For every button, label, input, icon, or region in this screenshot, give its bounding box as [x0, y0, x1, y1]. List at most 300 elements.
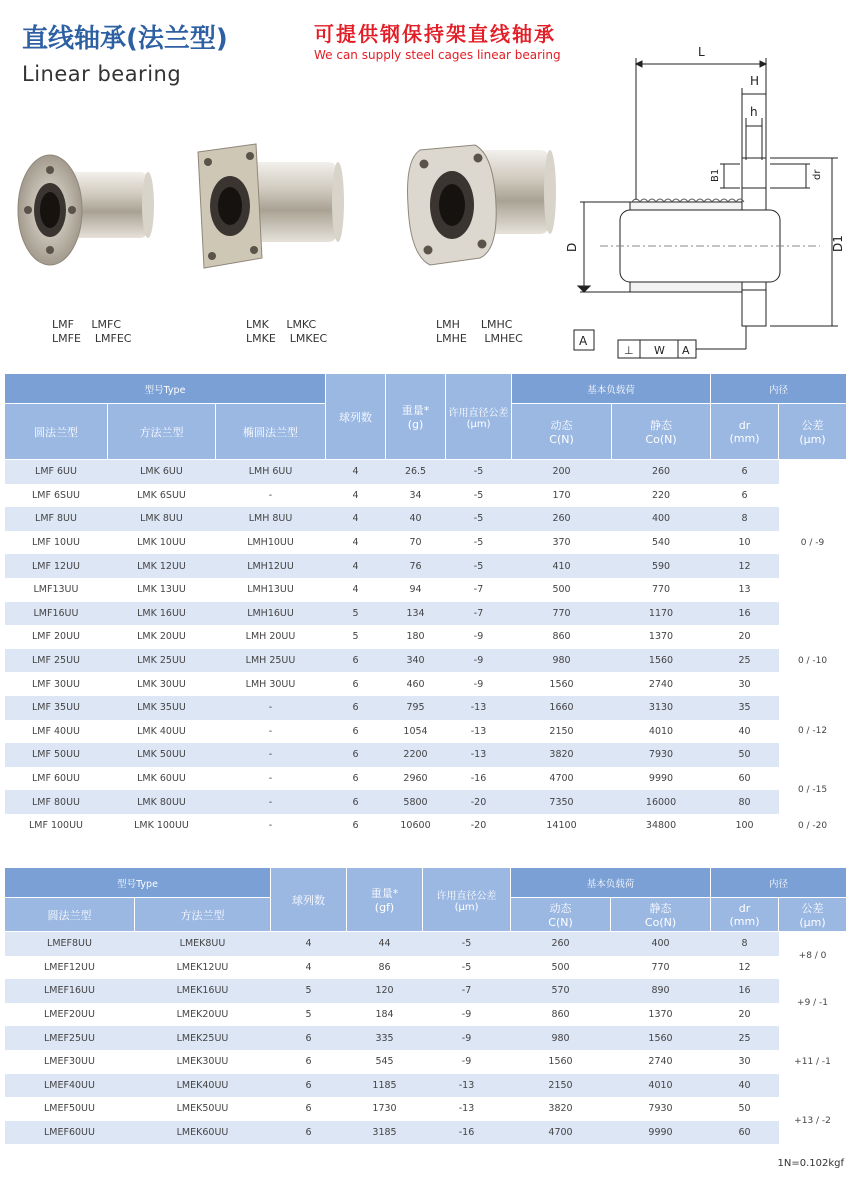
table-cell: 5 [326, 602, 386, 626]
table-cell: 4 [326, 460, 386, 484]
table-cell: 6 [326, 790, 386, 814]
table-cell: LMEF25UU [5, 1026, 135, 1050]
table-cell: 34800 [612, 814, 711, 838]
spec-table-standard-body [5, 460, 847, 838]
bearing-photo-oval-flange [400, 130, 560, 280]
table-cell: LMK 8UU [108, 507, 216, 531]
static-load-header-2: 静态 Co(N) [611, 898, 711, 932]
table-cell: 1560 [612, 649, 711, 673]
table-cell: LMEK50UU [135, 1097, 271, 1121]
table-cell: LMK 20UU [108, 625, 216, 649]
table-cell: LMK 6UU [108, 460, 216, 484]
photo-label-lmk: LMK LMKC LMKE LMKEC [246, 318, 328, 345]
table-cell: 6 [271, 1074, 347, 1098]
table-cell: 94 [386, 578, 446, 602]
table-cell: LMF 6UU [5, 460, 108, 484]
table-cell: LMEF50UU [5, 1097, 135, 1121]
table-cell: 6 [271, 1026, 347, 1050]
table-cell: 13 [711, 578, 779, 602]
table-cell: 540 [612, 531, 711, 555]
table-cell: 340 [386, 649, 446, 673]
table-cell: -9 [446, 625, 512, 649]
table-cell: -9 [423, 1003, 511, 1027]
square-flange-header-2: 方法兰型 [135, 898, 271, 932]
table-cell: 400 [612, 507, 711, 531]
group-inner-header: 内径 [711, 374, 847, 404]
table-cell: 6 [326, 672, 386, 696]
ext-inner-tolerance-cell: +11 / -1 [779, 1026, 847, 1097]
table-row [5, 531, 847, 555]
datum-label: A [579, 334, 588, 348]
table-cell: LMEF20UU [5, 1003, 135, 1027]
table-row [5, 1026, 847, 1050]
table-cell: 220 [612, 484, 711, 508]
table-cell: LMEF8UU [5, 932, 135, 956]
table-cell: -5 [423, 956, 511, 980]
table-cell: LMEK25UU [135, 1026, 271, 1050]
table-cell: 16 [711, 979, 779, 1003]
photo-label-lmh: LMH LMHC LMHE LMHEC [436, 318, 523, 345]
table-cell: 20 [711, 1003, 779, 1027]
table-cell: 3820 [511, 1097, 611, 1121]
table-cell: 260 [612, 460, 711, 484]
rows-header: 球列数 [326, 374, 386, 460]
table-cell: LMEK12UU [135, 956, 271, 980]
table-cell: 44 [347, 932, 423, 956]
table-cell: 184 [347, 1003, 423, 1027]
page-title-cn: 直线轴承(法兰型) [22, 24, 228, 54]
table-row [5, 932, 847, 956]
table-cell: 20 [711, 625, 779, 649]
table-cell: 370 [512, 531, 612, 555]
table-cell: 1660 [512, 696, 612, 720]
table-cell: LMH 20UU [216, 625, 326, 649]
std-inner-tolerance-cell: 0 / -20 [779, 814, 847, 838]
callout-a: A [682, 344, 690, 357]
table-cell: 70 [386, 531, 446, 555]
table-cell: 860 [511, 1003, 611, 1027]
std-inner-tolerance-cell: 0 / -10 [779, 625, 847, 696]
table-cell: -5 [423, 932, 511, 956]
table-cell: 12 [711, 956, 779, 980]
table-cell: LMH 8UU [216, 507, 326, 531]
dim-small-h-label: h [750, 105, 758, 119]
table-cell: LMK 25UU [108, 649, 216, 673]
table-row [5, 743, 847, 767]
table-cell: 980 [511, 1026, 611, 1050]
table-cell: LMH 30UU [216, 672, 326, 696]
table-cell: 4700 [511, 1121, 611, 1145]
table-cell: LMF 8UU [5, 507, 108, 531]
footnote: 1N=0.102kgf [777, 1158, 844, 1169]
round-flange-header: 圆法兰型 [5, 404, 108, 460]
table-cell: 40 [711, 1074, 779, 1098]
table-cell: 5 [326, 625, 386, 649]
table-row [5, 672, 847, 696]
table-row [5, 507, 847, 531]
table-cell: 6 [271, 1121, 347, 1145]
square-flange-header: 方法兰型 [108, 404, 216, 460]
static-load-header: 静态 Co(N) [612, 404, 711, 460]
table-cell: 100 [711, 814, 779, 838]
std-inner-tolerance-cell: 0 / -9 [779, 460, 847, 626]
dim-l-label: L [698, 45, 705, 59]
table-row [5, 649, 847, 673]
weight-header-2: 重量* (gf) [347, 868, 423, 932]
table-cell: 9990 [611, 1121, 711, 1145]
table-cell: 4010 [612, 720, 711, 744]
table-cell: 2740 [611, 1050, 711, 1074]
table-cell: -9 [446, 649, 512, 673]
table-cell: -5 [446, 507, 512, 531]
table-cell: -9 [423, 1050, 511, 1074]
table-row [5, 602, 847, 626]
table-cell: 500 [511, 956, 611, 980]
table-cell: 4 [326, 531, 386, 555]
table-cell: 460 [386, 672, 446, 696]
oval-flange-header: 椭圆法兰型 [216, 404, 326, 460]
table-cell: 260 [511, 932, 611, 956]
table-cell: 25 [711, 1026, 779, 1050]
table-cell: 4010 [611, 1074, 711, 1098]
table-cell: LMEK40UU [135, 1074, 271, 1098]
table-row [5, 484, 847, 508]
table-cell: 3130 [612, 696, 711, 720]
table-cell: LMH 25UU [216, 649, 326, 673]
slogan-cn: 可提供钢保持架直线轴承 [314, 22, 556, 46]
bearing-photo-square-flange [190, 140, 345, 275]
table-row [5, 814, 847, 838]
table-cell: 120 [347, 979, 423, 1003]
spec-table-extended-body [5, 932, 847, 1145]
table-cell: LMF 6SUU [5, 484, 108, 508]
bearing-photo-round-flange [10, 140, 155, 280]
dim-h-label: H [750, 74, 760, 88]
table-cell: 7930 [611, 1097, 711, 1121]
table-cell: 6 [326, 743, 386, 767]
table-cell: 890 [611, 979, 711, 1003]
dr-header-2: dr (mm) [711, 898, 779, 932]
table-cell: 770 [611, 956, 711, 980]
table-cell: LMK 80UU [108, 790, 216, 814]
table-cell: 6 [271, 1050, 347, 1074]
table-cell: 980 [512, 649, 612, 673]
table-cell: 1370 [611, 1003, 711, 1027]
ext-inner-tolerance-cell: +13 / -2 [779, 1097, 847, 1144]
table-cell: 50 [711, 1097, 779, 1121]
table-cell: LMF13UU [5, 578, 108, 602]
table-cell: LMEK20UU [135, 1003, 271, 1027]
table-cell: 26.5 [386, 460, 446, 484]
table-cell: 3185 [347, 1121, 423, 1145]
table-cell: 6 [711, 484, 779, 508]
table-cell: -7 [446, 602, 512, 626]
table-cell: 1185 [347, 1074, 423, 1098]
slogan-en: We can supply steel cages linear bearing [314, 48, 561, 62]
technical-drawing [565, 30, 845, 360]
group-inner-header-2: 内径 [711, 868, 847, 898]
table-cell: 6 [326, 767, 386, 791]
table-cell: 50 [711, 743, 779, 767]
table-cell: -13 [423, 1097, 511, 1121]
table-cell: - [216, 696, 326, 720]
table-cell: 6 [326, 649, 386, 673]
page-title-en: Linear bearing [22, 62, 182, 86]
table-cell: 170 [512, 484, 612, 508]
table-cell: 30 [711, 1050, 779, 1074]
table-cell: LMF 80UU [5, 790, 108, 814]
table-cell: 7350 [512, 790, 612, 814]
ext-inner-tolerance-cell: +8 / 0 [779, 932, 847, 980]
table-cell: 60 [711, 767, 779, 791]
table-cell: 40 [386, 507, 446, 531]
table-cell: LMF 25UU [5, 649, 108, 673]
table-cell: 1170 [612, 602, 711, 626]
ext-inner-tolerance-cell: +9 / -1 [779, 979, 847, 1026]
dim-b1-label: B1 [710, 168, 721, 182]
table-cell: LMF 40UU [5, 720, 108, 744]
table-cell: LMH12UU [216, 554, 326, 578]
std-inner-tolerance-cell: 0 / -15 [779, 767, 847, 814]
inner-tolerance-header: 公差 (μm) [779, 404, 847, 460]
table-cell: 34 [386, 484, 446, 508]
table-cell: LMH16UU [216, 602, 326, 626]
table-cell: -9 [423, 1026, 511, 1050]
table-cell: 770 [612, 578, 711, 602]
dim-d-label: D [565, 242, 579, 252]
table-cell: 1560 [511, 1050, 611, 1074]
group-load-header: 基本负载荷 [512, 374, 711, 404]
table-cell: 545 [347, 1050, 423, 1074]
table-cell: 80 [711, 790, 779, 814]
table-cell: LMEF12UU [5, 956, 135, 980]
table-cell: -16 [423, 1121, 511, 1145]
table-cell: 5 [271, 979, 347, 1003]
table-cell: 2740 [612, 672, 711, 696]
table-cell: 6 [711, 460, 779, 484]
photo-label-lmf: LMF LMFC LMFE LMFEC [52, 318, 132, 345]
spec-table-standard [4, 373, 847, 838]
dim-dr-label: dr [812, 169, 823, 180]
table-cell: LMK 6SUU [108, 484, 216, 508]
table-row [5, 1121, 847, 1145]
table-cell: LMK 10UU [108, 531, 216, 555]
table-cell: 5 [271, 1003, 347, 1027]
table-row [5, 460, 847, 484]
group-model-header: 型号Type [5, 374, 326, 404]
table-cell: 335 [347, 1026, 423, 1050]
table-cell: 6 [326, 720, 386, 744]
table-cell: 770 [512, 602, 612, 626]
table-cell: 590 [612, 554, 711, 578]
table-cell: LMEK16UU [135, 979, 271, 1003]
table-cell: 2200 [386, 743, 446, 767]
dr-header: dr (mm) [711, 404, 779, 460]
table-cell: - [216, 720, 326, 744]
table-cell: 7930 [612, 743, 711, 767]
table-cell: 86 [347, 956, 423, 980]
table-cell: LMEK8UU [135, 932, 271, 956]
table-cell: 5800 [386, 790, 446, 814]
table-cell: - [216, 767, 326, 791]
table-row [5, 979, 847, 1003]
table-cell: 10 [711, 531, 779, 555]
table-cell: LMF 12UU [5, 554, 108, 578]
table-cell: LMF 50UU [5, 743, 108, 767]
table-row [5, 578, 847, 602]
table-row [5, 696, 847, 720]
table-cell: 4700 [512, 767, 612, 791]
table-cell: 180 [386, 625, 446, 649]
callout-symbol: ⊥ [624, 344, 634, 357]
table-cell: LMEF60UU [5, 1121, 135, 1145]
table-cell: -5 [446, 531, 512, 555]
table-cell: 3820 [512, 743, 612, 767]
table-row [5, 1097, 847, 1121]
table-cell: -20 [446, 814, 512, 838]
table-row [5, 1050, 847, 1074]
table-cell: LMEF30UU [5, 1050, 135, 1074]
dynamic-load-header-2: 动态 C(N) [511, 898, 611, 932]
table-cell: LMF 100UU [5, 814, 108, 838]
table-cell: LMF16UU [5, 602, 108, 626]
table-cell: LMEK60UU [135, 1121, 271, 1145]
table-cell: LMK 40UU [108, 720, 216, 744]
table-cell: LMK 60UU [108, 767, 216, 791]
table-cell: 16 [711, 602, 779, 626]
table-cell: 6 [271, 1097, 347, 1121]
callout-w: W [654, 344, 665, 357]
table-row [5, 767, 847, 791]
table-cell: -13 [446, 743, 512, 767]
table-row [5, 554, 847, 578]
table-cell: LMK 50UU [108, 743, 216, 767]
table-cell: LMK 16UU [108, 602, 216, 626]
table-cell: LMK 30UU [108, 672, 216, 696]
table-cell: 76 [386, 554, 446, 578]
table-cell: 2150 [512, 720, 612, 744]
table-cell: -16 [446, 767, 512, 791]
table-cell: 1560 [611, 1026, 711, 1050]
table-cell: 6 [326, 814, 386, 838]
table-cell: -13 [446, 696, 512, 720]
table-cell: -13 [423, 1074, 511, 1098]
table-cell: 8 [711, 932, 779, 956]
table-cell: LMF 30UU [5, 672, 108, 696]
table-cell: 410 [512, 554, 612, 578]
table-cell: 1730 [347, 1097, 423, 1121]
table-cell: LMK 12UU [108, 554, 216, 578]
inner-tolerance-header-2: 公差 (μm) [779, 898, 847, 932]
table-cell: 6 [326, 696, 386, 720]
table-cell: 4 [271, 932, 347, 956]
table-cell: -9 [446, 672, 512, 696]
table-cell: LMH10UU [216, 531, 326, 555]
dim-d1-label: D1 [831, 235, 845, 252]
table-row [5, 956, 847, 980]
table-cell: 12 [711, 554, 779, 578]
table-cell: 25 [711, 649, 779, 673]
table-cell: 4 [326, 554, 386, 578]
table-cell: LMEF16UU [5, 979, 135, 1003]
table-cell: 4 [271, 956, 347, 980]
table-cell: 4 [326, 507, 386, 531]
table-cell: LMK 35UU [108, 696, 216, 720]
group-model-header-2: 型号Type [5, 868, 271, 898]
table-cell: 16000 [612, 790, 711, 814]
table-cell: 35 [711, 696, 779, 720]
table-row [5, 720, 847, 744]
table-cell: 4 [326, 578, 386, 602]
table-cell: 8 [711, 507, 779, 531]
table-cell: 1054 [386, 720, 446, 744]
std-inner-tolerance-cell: 0 / -12 [779, 696, 847, 767]
table-cell: LMH 6UU [216, 460, 326, 484]
table-cell: 860 [512, 625, 612, 649]
table-cell: LMF 60UU [5, 767, 108, 791]
table-cell: - [216, 814, 326, 838]
table-cell: 400 [611, 932, 711, 956]
table-cell: 500 [512, 578, 612, 602]
table-cell: LMH13UU [216, 578, 326, 602]
table-cell: 9990 [612, 767, 711, 791]
table-cell: 40 [711, 720, 779, 744]
dynamic-load-header: 动态 C(N) [512, 404, 612, 460]
table-row [5, 1003, 847, 1027]
table-cell: LMF 20UU [5, 625, 108, 649]
table-cell: 200 [512, 460, 612, 484]
table-cell: 30 [711, 672, 779, 696]
table-cell: 2960 [386, 767, 446, 791]
table-cell: 134 [386, 602, 446, 626]
table-cell: -5 [446, 460, 512, 484]
tolerance-header: 许用直径公差 (μm) [446, 374, 512, 460]
table-cell: - [216, 484, 326, 508]
table-cell: 60 [711, 1121, 779, 1145]
group-load-header-2: 基本负载荷 [511, 868, 711, 898]
table-cell: LMEF40UU [5, 1074, 135, 1098]
table-cell: -5 [446, 554, 512, 578]
table-cell: LMEK30UU [135, 1050, 271, 1074]
tolerance-header-2: 许用直径公差 (μm) [423, 868, 511, 932]
table-cell: 2150 [511, 1074, 611, 1098]
table-cell: 795 [386, 696, 446, 720]
table-cell: 1560 [512, 672, 612, 696]
table-row [5, 625, 847, 649]
table-cell: -5 [446, 484, 512, 508]
table-cell: LMK 13UU [108, 578, 216, 602]
table-cell: -13 [446, 720, 512, 744]
table-row [5, 790, 847, 814]
table-cell: 4 [326, 484, 386, 508]
spec-table-extended [4, 867, 847, 1144]
rows-header-2: 球列数 [271, 868, 347, 932]
table-cell: 570 [511, 979, 611, 1003]
table-cell: 1370 [612, 625, 711, 649]
table-cell: -20 [446, 790, 512, 814]
table-cell: LMF 35UU [5, 696, 108, 720]
table-cell: 10600 [386, 814, 446, 838]
table-row [5, 1074, 847, 1098]
table-cell: - [216, 743, 326, 767]
table-cell: -7 [446, 578, 512, 602]
table-cell: LMK 100UU [108, 814, 216, 838]
round-flange-header-2: 圆法兰型 [5, 898, 135, 932]
weight-header: 重量* (g) [386, 374, 446, 460]
table-cell: LMF 10UU [5, 531, 108, 555]
table-cell: 260 [512, 507, 612, 531]
table-cell: 14100 [512, 814, 612, 838]
